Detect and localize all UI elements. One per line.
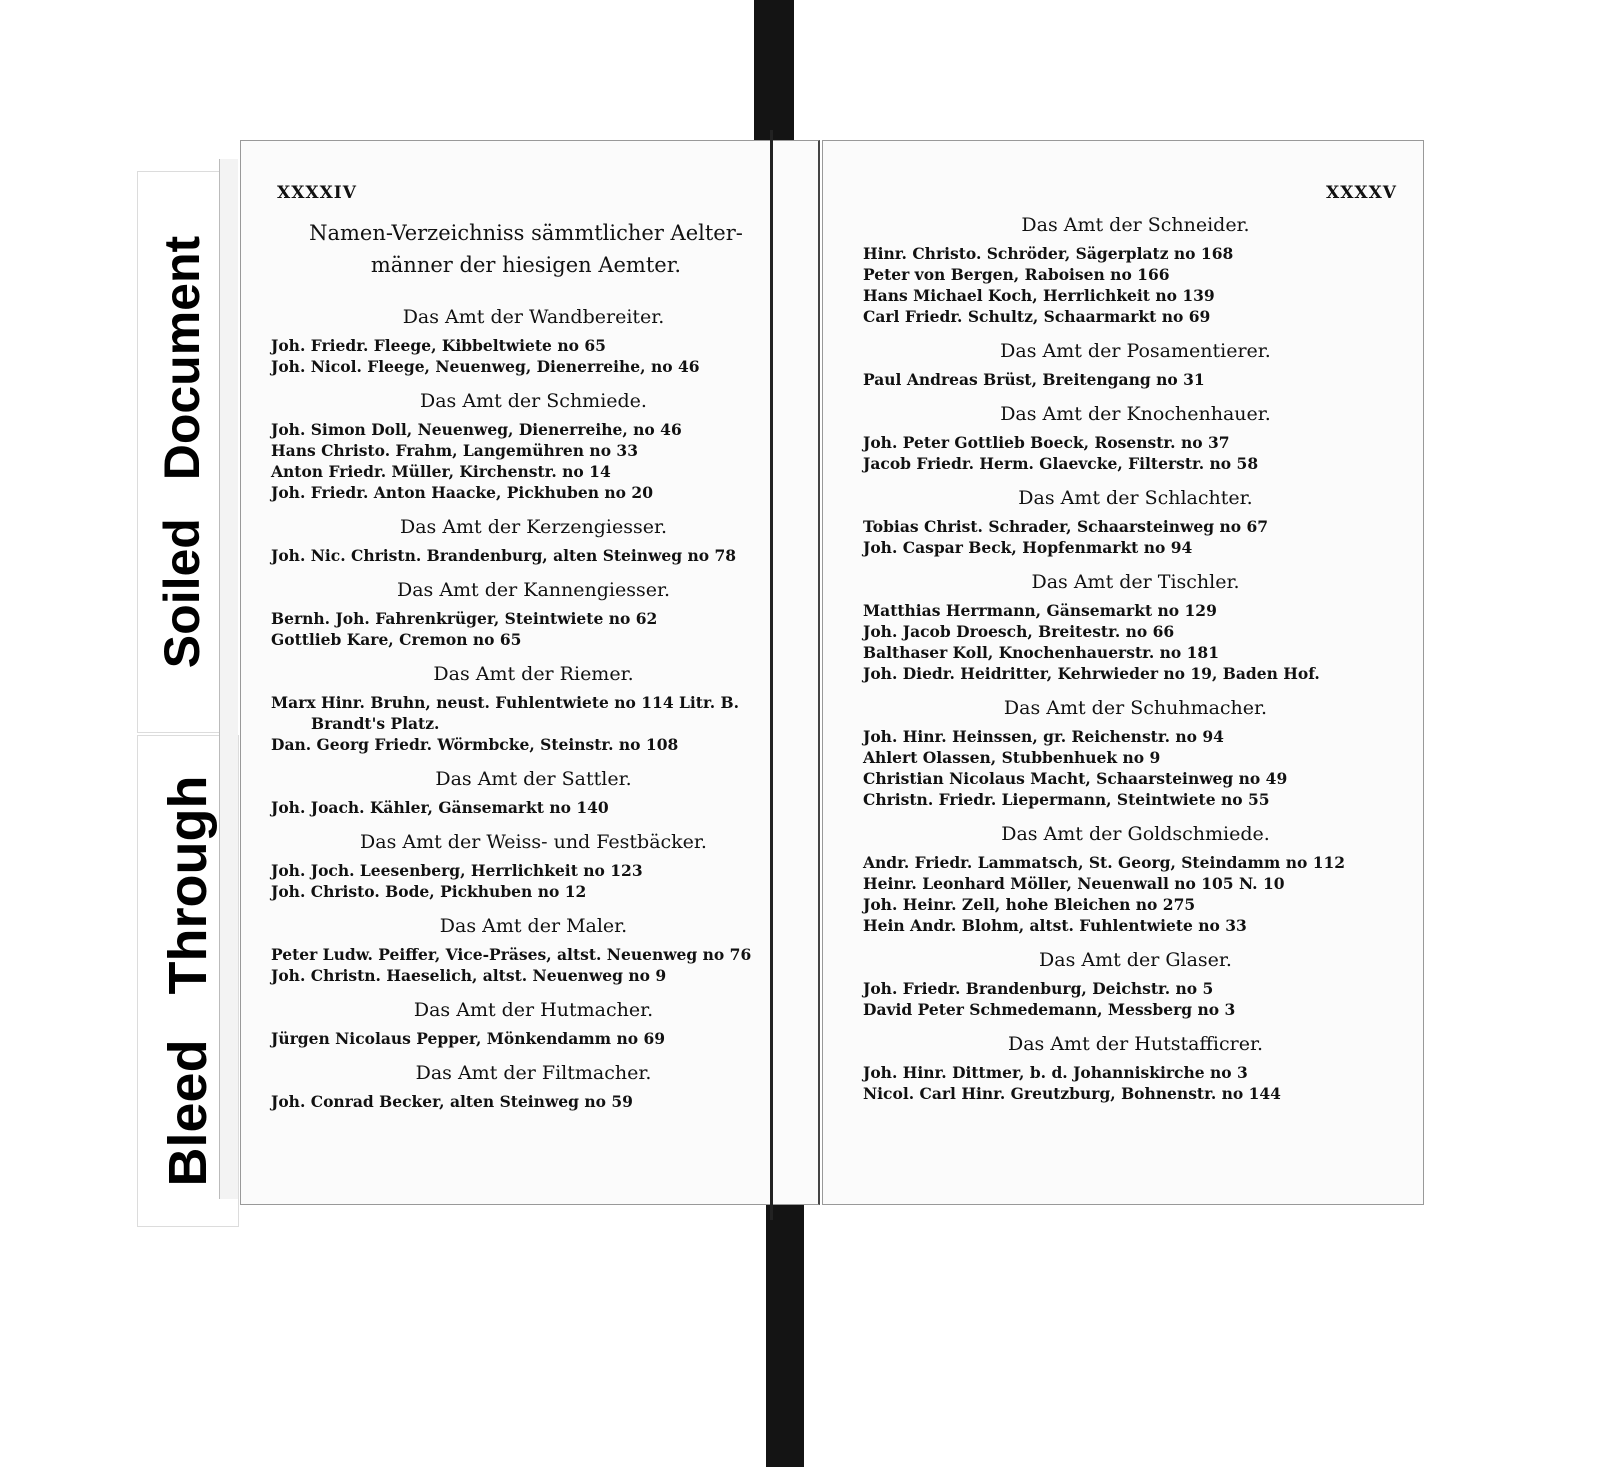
member-entry: Paul Andreas Brüst, Breitengang no 31: [863, 370, 1205, 389]
member-entry: Joh. Joch. Leesenberg, Herrlichkeit no 123: [271, 861, 643, 880]
guild-heading: Das Amt der Posamentierer.: [1000, 340, 1271, 362]
member-entry: Christn. Friedr. Liepermann, Steintwiete no 55: [863, 790, 1270, 809]
guild-section: [863, 694, 1408, 810]
right-page-number: XXXXV: [1326, 183, 1397, 203]
guild-section: [271, 660, 796, 755]
member-entry: Joh. Friedr. Anton Haacke, Pickhuben no 20: [271, 483, 653, 502]
title-line-1: Namen-Verzeichniss sämmtlicher Aelter-: [309, 221, 743, 245]
member-entry: Hein Andr. Blohm, altst. Fuhlentwiete no 33: [863, 916, 1247, 935]
member-entry: Peter Ludw. Peiffer, Vice-Präses, altst. Neuenweg no 76: [271, 945, 752, 964]
guild-section: [863, 400, 1408, 474]
right-page: [822, 140, 1424, 1205]
member-entry: Hans Michael Koch, Herrlichkeit no 139: [863, 286, 1215, 305]
member-entry: Joh. Peter Gottlieb Boeck, Rosenstr. no 37: [863, 433, 1230, 452]
guild-heading: Das Amt der Glaser.: [1039, 949, 1232, 971]
member-entry: Hans Christo. Frahm, Langemühren no 33: [271, 441, 639, 460]
member-entry: Bernh. Joh. Fahrenkrüger, Steintwiete no 62: [271, 609, 658, 628]
gutter-line: [770, 130, 773, 1220]
member-entry: Matthias Herrmann, Gänsemarkt no 129: [863, 601, 1217, 620]
guild-heading: Das Amt der Knochenhauer.: [1000, 403, 1271, 425]
guild-section: [271, 912, 796, 986]
member-entry: Tobias Christ. Schrader, Schaarsteinweg no 67: [863, 517, 1269, 536]
guild-section: [863, 484, 1408, 558]
bleed-through-text: Bleed Through: [158, 775, 218, 1187]
member-entry: Joh. Friedr. Fleege, Kibbeltwiete no 65: [271, 336, 606, 355]
member-entry: Hinr. Christo. Schröder, Sägerplatz no 168: [863, 244, 1234, 263]
left-page-content: [271, 303, 796, 1122]
member-entry: Andr. Friedr. Lammatsch, St. Georg, Steindamm no 112: [863, 853, 1346, 872]
guild-heading: Das Amt der Tischler.: [1031, 571, 1240, 593]
guild-section: [863, 568, 1408, 684]
member-entry: Joh. Joach. Kähler, Gänsemarkt no 140: [271, 798, 609, 817]
guild-heading: Das Amt der Hutmacher.: [413, 999, 654, 1021]
left-page: [240, 140, 820, 1205]
member-entry: Carl Friedr. Schultz, Schaarmarkt no 69: [863, 307, 1211, 326]
member-entry: Joh. Christo. Bode, Pickhuben no 12: [271, 882, 587, 901]
guild-section: [271, 303, 796, 377]
guild-heading: Das Amt der Goldschmiede.: [1001, 823, 1270, 845]
member-entry-continuation: Brandt's Platz.: [311, 714, 440, 733]
guild-section: [863, 337, 1408, 390]
member-entry: Joh. Nic. Christn. Brandenburg, alten Steinweg no 78: [271, 546, 737, 565]
member-entry: Ahlert Olassen, Stubbenhuek no 9: [863, 748, 1161, 767]
member-entry: Joh. Heinr. Zell, hohe Bleichen no 275: [863, 895, 1196, 914]
member-entry: Joh. Hinr. Heinssen, gr. Reichenstr. no 94: [863, 727, 1224, 746]
guild-section: [863, 1030, 1408, 1104]
guild-heading: Das Amt der Hutstafficrer.: [1007, 1033, 1264, 1055]
guild-section: [271, 387, 796, 503]
member-entry: Joh. Hinr. Dittmer, b. d. Johanniskirche no 3: [863, 1063, 1248, 1082]
member-entry: Joh. Caspar Beck, Hopfenmarkt no 94: [863, 538, 1193, 557]
book-spine-bottom: [766, 1198, 804, 1467]
guild-heading: Das Amt der Schuhmacher.: [1003, 697, 1268, 719]
member-entry: Joh. Conrad Becker, alten Steinweg no 59: [271, 1092, 633, 1111]
member-entry: Peter von Bergen, Raboisen no 166: [863, 265, 1170, 284]
guild-section: [271, 1059, 796, 1112]
guild-heading: Das Amt der Wandbereiter.: [402, 306, 665, 328]
soiled-document-label: [138, 172, 226, 732]
left-page-number: XXXXIV: [277, 183, 357, 203]
guild-section: [863, 820, 1408, 936]
member-entry: Heinr. Leonhard Möller, Neuenwall no 105 N. 10: [863, 874, 1285, 893]
guild-heading: Das Amt der Schlachter.: [1018, 487, 1253, 509]
guild-section: [271, 996, 796, 1049]
guild-section: [271, 513, 796, 566]
guild-section: [863, 946, 1408, 1020]
guild-heading: Das Amt der Sattler.: [435, 768, 632, 790]
page-title: [261, 217, 791, 281]
guild-heading: Das Amt der Kannengiesser.: [396, 579, 671, 601]
member-entry: Jacob Friedr. Herm. Glaevcke, Filterstr. no 58: [863, 454, 1259, 473]
member-entry: Christian Nicolaus Macht, Schaarsteinweg no 49: [863, 769, 1288, 788]
right-page-content: [863, 211, 1408, 1114]
member-entry: Anton Friedr. Müller, Kirchenstr. no 14: [271, 462, 611, 481]
guild-section: [271, 828, 796, 902]
guild-heading: Das Amt der Filtmacher.: [415, 1062, 652, 1084]
member-entry: David Peter Schmedemann, Messberg no 3: [863, 1000, 1236, 1019]
member-entry: Dan. Georg Friedr. Wörmbcke, Steinstr. no 108: [271, 735, 679, 754]
guild-heading: Das Amt der Kerzengiesser.: [399, 516, 668, 538]
book-spine-top: [754, 0, 794, 148]
guild-heading: Das Amt der Riemer.: [433, 663, 634, 685]
member-entry: Joh. Jacob Droesch, Breitestr. no 66: [863, 622, 1175, 641]
guild-heading: Das Amt der Schmiede.: [420, 390, 647, 412]
guild-section: [271, 576, 796, 650]
guild-section: [863, 211, 1408, 327]
soiled-document-text: Soiled Document: [154, 235, 210, 669]
guild-section: [271, 765, 796, 818]
member-entry: Joh. Nicol. Fleege, Neuenweg, Dienerreihe, no 46: [271, 357, 700, 376]
member-entry: Joh. Diedr. Heidritter, Kehrwieder no 19, Baden Hof.: [863, 664, 1320, 683]
guild-heading: Das Amt der Maler.: [439, 915, 628, 937]
member-entry: Joh. Friedr. Brandenburg, Deichstr. no 5: [863, 979, 1214, 998]
guild-heading: Das Amt der Schneider.: [1021, 214, 1250, 236]
member-entry: Marx Hinr. Bruhn, neust. Fuhlentwiete no 114 Litr. B.: [271, 693, 739, 712]
member-entry: Joh. Christn. Haeselich, altst. Neuenweg no 9: [271, 966, 667, 985]
guild-heading: Das Amt der Weiss- und Festbäcker.: [360, 831, 707, 853]
member-entry: Balthaser Koll, Knochenhauerstr. no 181: [863, 643, 1220, 662]
member-entry: Joh. Simon Doll, Neuenweg, Dienerreihe, no 46: [271, 420, 682, 439]
member-entry: Nicol. Carl Hinr. Greutzburg, Bohnenstr. no 144: [863, 1084, 1281, 1103]
member-entry: Gottlieb Kare, Cremon no 65: [271, 630, 522, 649]
title-line-2: männer der hiesigen Aemter.: [370, 253, 682, 277]
member-entry: Jürgen Nicolaus Pepper, Mönkendamm no 69: [271, 1029, 666, 1048]
